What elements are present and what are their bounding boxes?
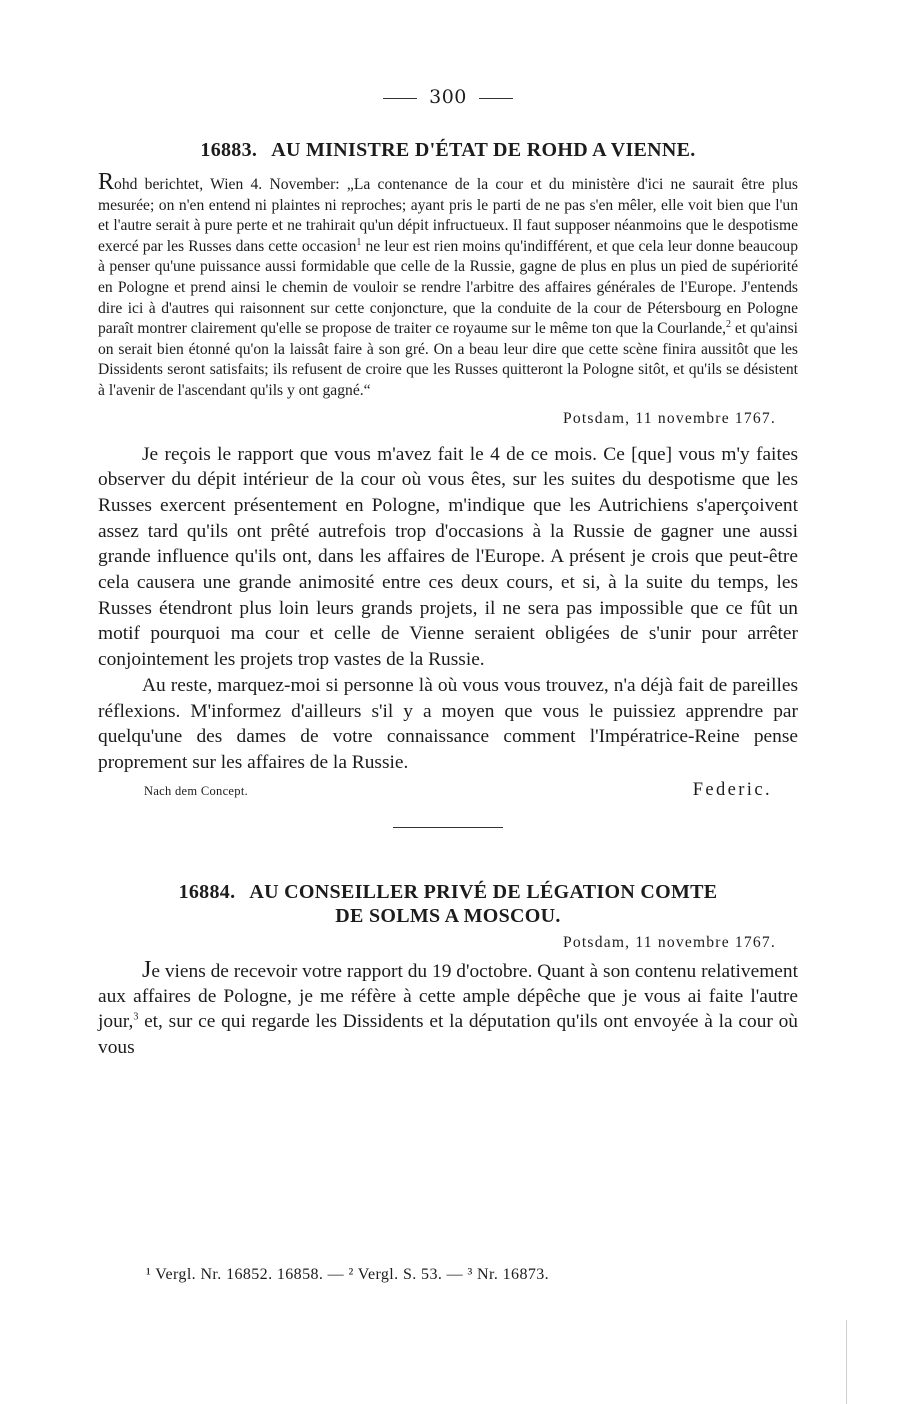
- signature-row: [98, 780, 798, 801]
- page-number: [98, 86, 798, 108]
- signature: Federic.: [692, 779, 772, 800]
- paragraph-text: e viens de recevoir votre rapport du 19 d'octobre. Quant à son contenu relativement aux affaires de Pologne, je me réfère à cette ample dépêche que je vous ai faite l'autre jour,: [98, 960, 798, 1033]
- entry-16884: [98, 880, 798, 1060]
- footnote-ref-3: 3: [133, 1011, 139, 1023]
- entry-heading: [98, 138, 798, 162]
- entry-number: 16884.: [178, 880, 236, 903]
- dateline: Potsdam, 11 novembre 1767.: [563, 933, 776, 951]
- summary-text-c: et qu'ainsi on serait bien étonné qu'on la laissât faire à son gré. On a beau leur dire que cette scène finira aussitôt que les Dissidents seront satisfaits; ils refusent de croire que les Russes quitteront la Pologne sitôt, et qu'ils se désistent à l'avenir de l'ascendant qu'ils y ont gagné.“: [98, 320, 798, 399]
- letter-paragraph-1: [98, 958, 798, 1060]
- letter-paragraph-2: Au reste, marquez-moi si personne là où vous vous trouvez, n'a déjà fait de pareilles réflexions. M'informez d'ailleurs s'il y a moyen que vous le puissiez apprendre par quelqu'une des dames de votre connaissance comment l'Impératrice-Reine pense proprement sur les affaires de la Russie.: [98, 674, 798, 773]
- footnotes: ¹ Vergl. Nr. 16852. 16858. — ² Vergl. S. 53. — ³ Nr. 16873.: [146, 1266, 550, 1283]
- page-number-rule-left: [383, 98, 417, 99]
- summary-text: ohd berichtet, Wien 4. November: „La contenance de la cour et du ministère d'ici ne saurait être plus mesurée; on n'en entend ni plaintes ni reproches; ayant pris le parti de ne pas s'en mêler, elle voit bien que l'un et l'autre serait à pure perte et ne trahirait qu'un dépit infructueux. Il faut supposer néanmoins que le despotisme exercé par les Russes dans cette occasion: [98, 176, 798, 255]
- page-body: [98, 86, 798, 1060]
- dateline: Potsdam, 11 novembre 1767.: [563, 409, 776, 427]
- footnote-ref-1: 1: [356, 236, 362, 248]
- entry-heading: [98, 880, 798, 928]
- summary-text-b: ne leur est rien moins qu'indifférent, et que cela leur donne beaucoup à penser qu'une puissance aussi formidable que celle de la Russie, gagne de plus en plus un pied de supériorité en Pologne et prend ainsi le chemin de vouloir se rendre l'arbitre des affaires générales de l'Europe. J'entends dire ici à d'autres qui raisonnent sur cette conjoncture, que la conduite de la cour de Pétersbourg en Pologne paraît montrer clairement qu'elle se propose de traiter ce royaume sur le même ton que la Courlande,: [98, 237, 798, 338]
- page-number-rule-right: [479, 98, 513, 99]
- source-note: Nach dem Concept.: [144, 783, 249, 798]
- paragraph-initial: J: [142, 956, 152, 983]
- entry-title-line1: AU CONSEILLER PRIVÉ DE LÉGATION COMTE: [249, 880, 718, 903]
- footnote-ref-2: 2: [726, 318, 732, 330]
- paragraph-text-b: et, sur ce qui regarde les Dissidents et la députation qu'ils ont envoyée à la cour où vous: [98, 1011, 798, 1058]
- section-separator: [393, 827, 503, 828]
- summary-initial: R: [98, 169, 115, 195]
- page-number-text: 300: [429, 86, 467, 108]
- entry-number: 16883.: [200, 139, 258, 161]
- entry-16883: [98, 138, 798, 801]
- report-summary: [98, 169, 798, 402]
- letter-paragraph-1: Je reçois le rapport que vous m'avez fait le 4 de ce mois. Ce [que] vous m'y faites observer du dépit intérieur de la cour où vous êtes, sur les suites du despotisme que les Russes exercent présentement en Pologne, m'indique que les Autrichiens s'aperçoivent assez tard qu'ils ont prêté autrefois trop d'occasions à la Russie de gagner une aussi grande influence qu'ils ont, dans les affaires de l'Europe. A présent je crois que peut-être cela causera une grande animosité entre ces deux cours, et si, à la suite du temps, les Russes étendront plus loin leurs grands projets, il ne sera pas impossible que ce fût un motif pourquoi ma cour et celle de Vienne seraient obligées de s'unir pour arrêter conjointement les projets trop vastes de la Russie.: [98, 443, 798, 671]
- page-edge-line: [846, 1320, 847, 1404]
- entry-title-line2: DE SOLMS A MOSCOU.: [335, 904, 561, 927]
- entry-title: AU MINISTRE D'ÉTAT DE ROHD A VIENNE.: [271, 139, 696, 161]
